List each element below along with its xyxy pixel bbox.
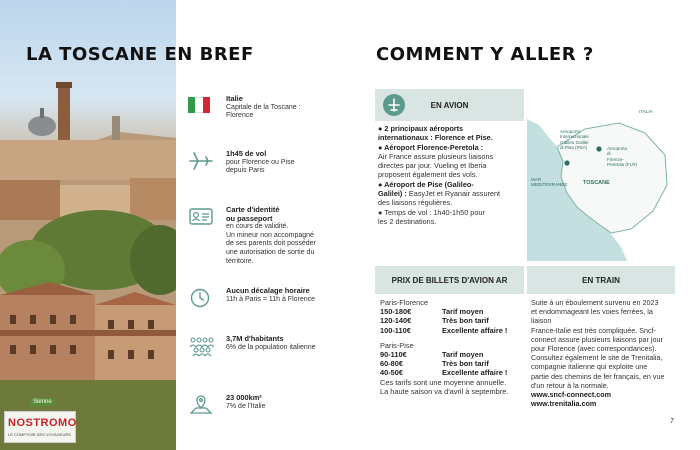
train-line: partie des chemins de fer français, en vue (531, 371, 665, 381)
avion-line: des liaisons régulières. (378, 198, 453, 208)
fact-timezone (188, 287, 348, 311)
train-line: connect assure plusieurs liaisons par jour (531, 334, 663, 344)
fact-line: 11h à Paris = 11h à Florence (226, 295, 316, 303)
italy-flag-icon (188, 95, 214, 117)
fact-flight (188, 150, 348, 180)
logo-name: NOSTROMO (8, 417, 77, 429)
map-label-line: MEDITERRANÉE (531, 182, 568, 188)
train-line: France-Italie est très compliquée. Sncf- (531, 325, 657, 335)
fact-area (188, 394, 348, 418)
fact-title: Carte d'identité (226, 205, 280, 214)
price-row (380, 316, 522, 325)
map-label-line: Aeroporto (607, 146, 628, 151)
map-label-line: Aeroporto (560, 129, 581, 134)
tuscany-map-shape (527, 89, 675, 261)
fact-line: 7% de l'Italie (226, 402, 266, 410)
fact-line: 6% de la population italienne (226, 343, 316, 351)
train-line: Consultez également le site de Trenitalia, (531, 353, 663, 363)
avion-line: EasyJet et Ryanair assurent (406, 189, 501, 199)
page-title-left: LA TOSCANE EN BREF (26, 44, 254, 65)
map-label-line: MAR (531, 177, 542, 182)
fact-line: Florence (226, 112, 254, 120)
train-line: et endommageant les voies ferrées, la liaison (531, 307, 653, 326)
route-name: Paris-Pise (380, 340, 414, 350)
fact-line: de ses parents doit posséder (226, 240, 316, 248)
price-row (380, 368, 522, 377)
train-header (527, 266, 675, 294)
people-icon (188, 335, 214, 357)
price-label: Tarif moyen (442, 350, 484, 360)
prix-heading: PRIX DE BILLETS D'AVION AR (391, 275, 508, 285)
map-label-line: Internazionale (560, 134, 589, 140)
fact-title: 23 000km² (226, 393, 262, 402)
fact-line: Capitale de la Toscane : (226, 103, 301, 111)
map-label-line: di Pisa (PSA) (560, 145, 588, 151)
fact-line: territoire. (226, 257, 254, 265)
map-label-line: di (607, 151, 611, 157)
train-heading: EN TRAIN (582, 275, 620, 285)
fact-title-2: ou passeport (226, 213, 273, 223)
avion-line: Air France assure plusieurs liaisons (378, 151, 494, 161)
price-row (380, 359, 522, 368)
avion-line: internationaux : Florence et Pise. (378, 133, 493, 143)
price-row (380, 307, 522, 316)
price-row (380, 326, 522, 335)
avion-header (375, 89, 524, 121)
florence-airport-marker (596, 146, 601, 151)
fact-id (188, 206, 348, 268)
price-label: Tarif moyen (442, 307, 484, 317)
fact-title: Aucun décalage horaire (226, 286, 310, 295)
fact-line: Un mineur non accompagné (226, 231, 314, 239)
photo-caption: Sienne (30, 398, 55, 406)
map-label-italia: ITALIA (639, 109, 653, 114)
map-label-line: Firenze- (607, 156, 624, 162)
nostromo-logo (4, 411, 76, 443)
map-label-sea (531, 177, 568, 188)
avion-line: directes par jour. Vueling et Iberia (378, 161, 487, 171)
fact-title: Italie (226, 94, 243, 103)
logo-tagline: LE COMPTOIR DES VOYAGEURS (8, 432, 71, 437)
avion-line: proposent également des vols. (378, 170, 478, 180)
route-name: Paris-Florence (380, 298, 429, 307)
price-value: 120-140€ (380, 316, 412, 326)
page-number: 7 (670, 418, 674, 425)
pisa-airport-marker (564, 160, 569, 165)
train-line: compagnie italienne qui exploite une (531, 362, 648, 372)
fact-line: depuis Paris (226, 167, 265, 175)
fact-population (188, 335, 348, 359)
train-line: Suite à un éboulement survenu en 2023 (531, 298, 659, 307)
avion-line: les 2 destinations. (378, 216, 437, 226)
airplane-icon (188, 150, 214, 172)
siena-cityscape-illustration (0, 0, 176, 450)
fact-line: pour Florence ou Pise (226, 158, 295, 166)
train-text (531, 298, 673, 408)
avion-line: Galilei) : (378, 189, 407, 199)
price-value: 100-110€ (380, 325, 411, 335)
avion-line: ● Aéroport Florence-Peretola : (378, 142, 484, 152)
flag-stripe-green (188, 97, 195, 113)
clock-icon (188, 287, 214, 309)
fact-italy (188, 95, 348, 125)
flag-stripe-red (203, 97, 210, 113)
avion-line: ● 2 principaux aéroports (378, 124, 464, 133)
map-label-line: Peretola (FLR) (607, 162, 638, 168)
prix-header (375, 266, 524, 294)
fact-line: une autorisation de sortie du (226, 248, 315, 256)
avion-line: ● Temps de vol : 1h40-1h50 pour (378, 207, 485, 217)
price-value: 90-110€ (380, 350, 407, 360)
prix-text (380, 298, 522, 396)
map-label-toscane: TOSCANE (583, 180, 610, 186)
price-label: Très bon tarif (442, 359, 489, 369)
avion-line: ● Aéroport de Pise (Galileo- (378, 179, 474, 189)
avion-text (378, 124, 523, 226)
price-note: Ces tarifs sont une moyenne annuelle. (380, 377, 507, 387)
map-label-pisa (560, 129, 589, 151)
page-title-right: COMMENT Y ALLER ? (376, 44, 594, 65)
map-pin-icon (188, 394, 214, 416)
id-card-icon (188, 206, 214, 228)
fact-title: 1h45 de vol (226, 149, 267, 158)
price-value: 150-180€ (380, 307, 412, 317)
flag-stripe-white (195, 97, 202, 113)
trenitalia-link[interactable]: www.trenitalia.com (531, 399, 597, 409)
map-label-florence (607, 146, 637, 168)
avion-heading: EN AVION (430, 100, 469, 110)
price-note: La haute saison va d'avril à septembre. (380, 386, 509, 396)
price-value: 60-80€ (380, 359, 404, 369)
airplane-icon (383, 94, 405, 116)
price-value: 40-50€ (380, 368, 404, 378)
train-line: pour Florence (avec correspondances). (531, 344, 657, 354)
fact-title: 3,7M d'habitants (226, 334, 284, 343)
sncf-link[interactable]: www.sncf-connect.com (531, 390, 612, 400)
price-label: Très bon tarif (442, 316, 489, 326)
train-line: d'un retour à la normale. (531, 380, 609, 390)
price-row (380, 350, 522, 359)
fact-line: en cours de validité. (226, 223, 289, 231)
map-label-line: Galileo Galilei (560, 139, 589, 145)
price-label: Excellente affaire ! (442, 368, 508, 378)
tuscany-map (527, 89, 675, 261)
siena-photo (0, 0, 176, 450)
price-label: Excellente affaire ! (442, 325, 508, 335)
